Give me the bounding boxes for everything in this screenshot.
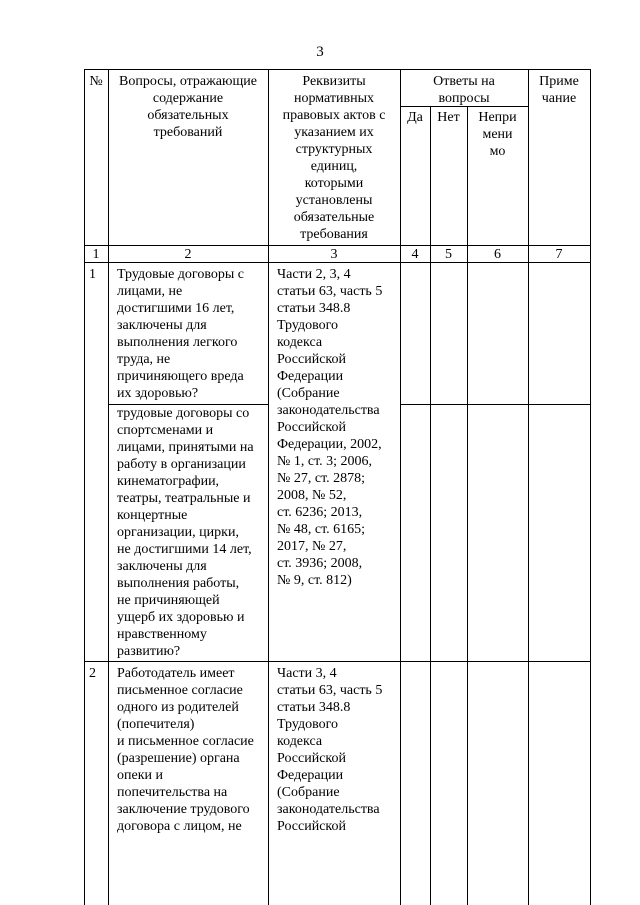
header-requisites: Реквизиты нормативных правовых актов с указанием их структурных единиц, которыми установлены обязательные требования — [282, 74, 386, 242]
column-number: 6 — [494, 247, 501, 262]
header-note: Приме чание — [539, 74, 579, 106]
header-yes: Да — [407, 110, 423, 125]
column-number: 3 — [330, 247, 338, 262]
row-number: 1 — [89, 267, 96, 282]
column-number: 4 — [411, 247, 419, 262]
header-not-applicable: Непри мени мо — [478, 110, 517, 159]
row-question: Трудовые договоры с лицами, не достигшими 16 лет, заключены для выполнения легкого труда, не причиняющего вреда их здоровью? — [117, 267, 244, 401]
header-no: Нет — [437, 110, 460, 125]
column-number: 5 — [445, 247, 452, 262]
page-number: 3 — [316, 44, 324, 60]
row-question: Работодатель имеет письменное согласие одного из родителей (попечителя) и письменное согласие (разрешение) органа опеки и попечительства на заключение трудового договора с лицом, не — [117, 666, 254, 834]
column-number: 7 — [555, 247, 563, 262]
header-questions: Вопросы, отражающие содержание обязательных требований — [119, 74, 257, 140]
row-requisites: Части 3, 4 статьи 63, часть 5 статьи 348.8 Трудового кодекса Российской Федерации (Собрание законодательства Российской — [277, 666, 383, 834]
row-number: 2 — [89, 666, 96, 681]
column-number: 1 — [92, 247, 100, 262]
header-number: № — [89, 74, 103, 89]
row-requisites: Части 2, 3, 4 статьи 63, часть 5 статьи 348.8 Трудового кодекса Российской Федерации (Собрание законодательства Российской Федерации, 2002, № 1, ст. 3; 2006, № 27, ст. 2878; 2008, № 52, ст. 6236; 2013, № 48, ст. 6165; 2017, № 27, ст. 3936; 2008, № 9, ст. 812) — [277, 267, 383, 588]
header-answers: Ответы на вопросы — [433, 74, 495, 106]
row-question: трудовые договоры со спортсменами и лицами, принятыми на работу в организации кинематографии, театры, театральные и концертные организации, цирки, не достигшими 14 лет, заключены для выполнения работы, не причиняющей ущерб их здоровью и нравственному развитию? — [117, 406, 254, 659]
column-number: 2 — [184, 247, 192, 262]
